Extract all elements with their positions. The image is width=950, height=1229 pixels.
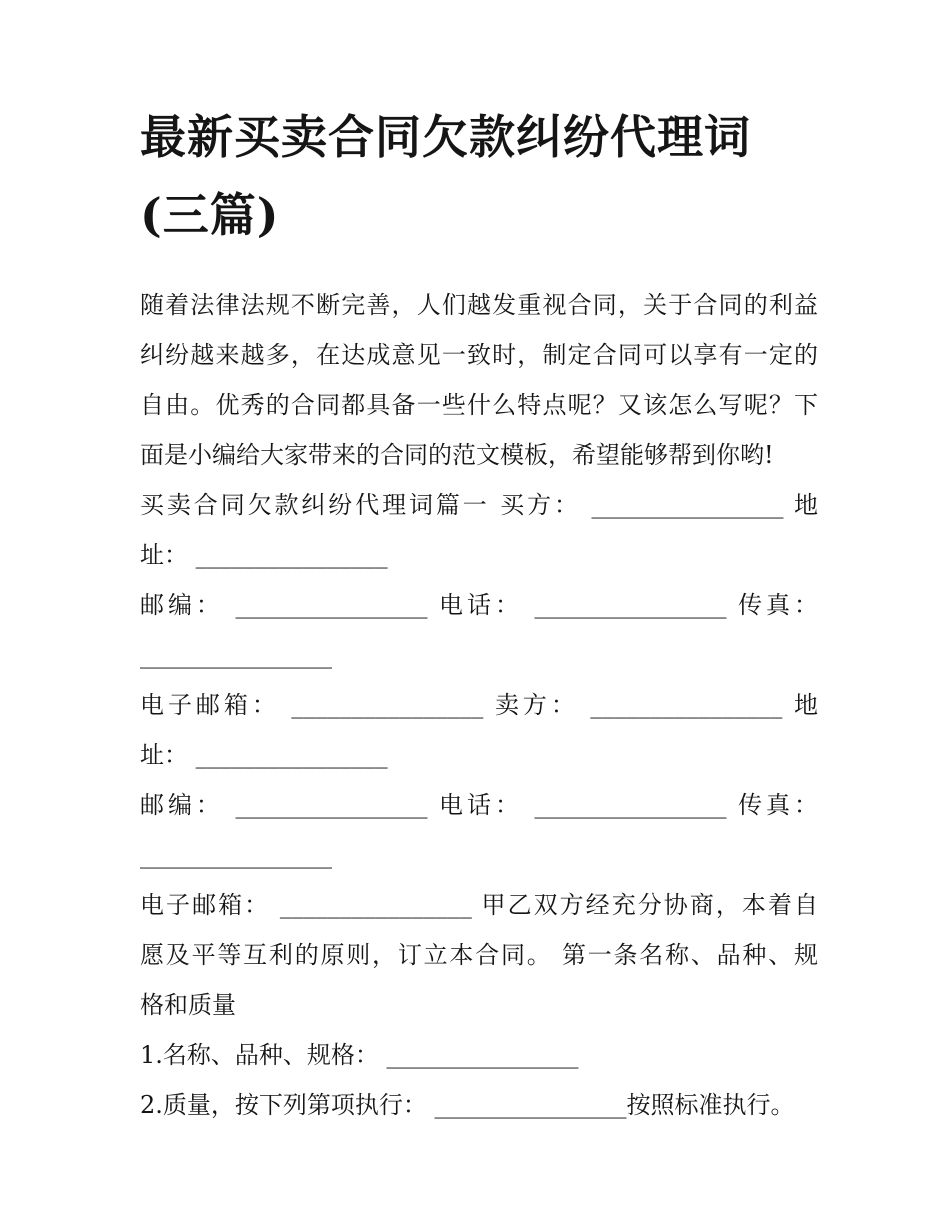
item-1-paragraph <box>140 1030 818 1080</box>
blank-line: ________________ <box>140 641 332 669</box>
document-title <box>140 98 818 254</box>
seller-contact-paragraph <box>140 780 818 880</box>
text-line: 愿及平等互利的原则，订立本合同。 第一条名称、品种、规 <box>140 941 818 969</box>
text-line: 买卖合同欠款纠纷代理词篇一 买方： ________________ 地 <box>140 491 818 519</box>
item-2-paragraph <box>140 1080 818 1130</box>
text-line: 随着法律法规不断完善，人们越发重视合同，关于合同的利益 <box>140 291 818 319</box>
text-line: 2.质量，按下列第项执行： ________________按照标准执行。 <box>140 1091 795 1119</box>
document-body <box>140 280 818 1130</box>
text-line: 自由。优秀的合同都具备一些什么特点呢？又该怎么写呢？下 <box>140 391 818 419</box>
text-line: 电子邮箱： ________________ 甲乙双方经充分协商，本着自 <box>140 891 818 919</box>
agreement-clause-paragraph <box>140 880 818 1030</box>
text-line: 邮编： ________________ 电话： ________________ 传真： <box>140 791 818 819</box>
text-line: 面是小编给大家带来的合同的范文模板，希望能够帮到你哟! <box>140 441 774 469</box>
buyer-contact-paragraph <box>140 580 818 680</box>
title-line-2: (三篇) <box>140 188 280 242</box>
text-line: 格和质量 <box>140 991 236 1019</box>
seller-header-paragraph <box>140 680 818 780</box>
text-line: 邮编： ________________ 电话： ________________ 传真： <box>140 591 818 619</box>
title-line-1: 最新买卖合同欠款纠纷代理词 <box>140 110 751 164</box>
text-line: 址： ________________ <box>140 541 388 569</box>
intro-paragraph <box>140 280 818 480</box>
blank-line: ________________ <box>140 841 332 869</box>
text-line: 电子邮箱： ________________ 卖方： ________________ 地 <box>140 691 818 719</box>
text-line: 址： ________________ <box>140 741 388 769</box>
text-line: 纠纷越来越多，在达成意见一致时，制定合同可以享有一定的 <box>140 341 818 369</box>
text-line: 1.名称、品种、规格： ________________ <box>140 1041 579 1069</box>
buyer-header-paragraph <box>140 480 818 580</box>
